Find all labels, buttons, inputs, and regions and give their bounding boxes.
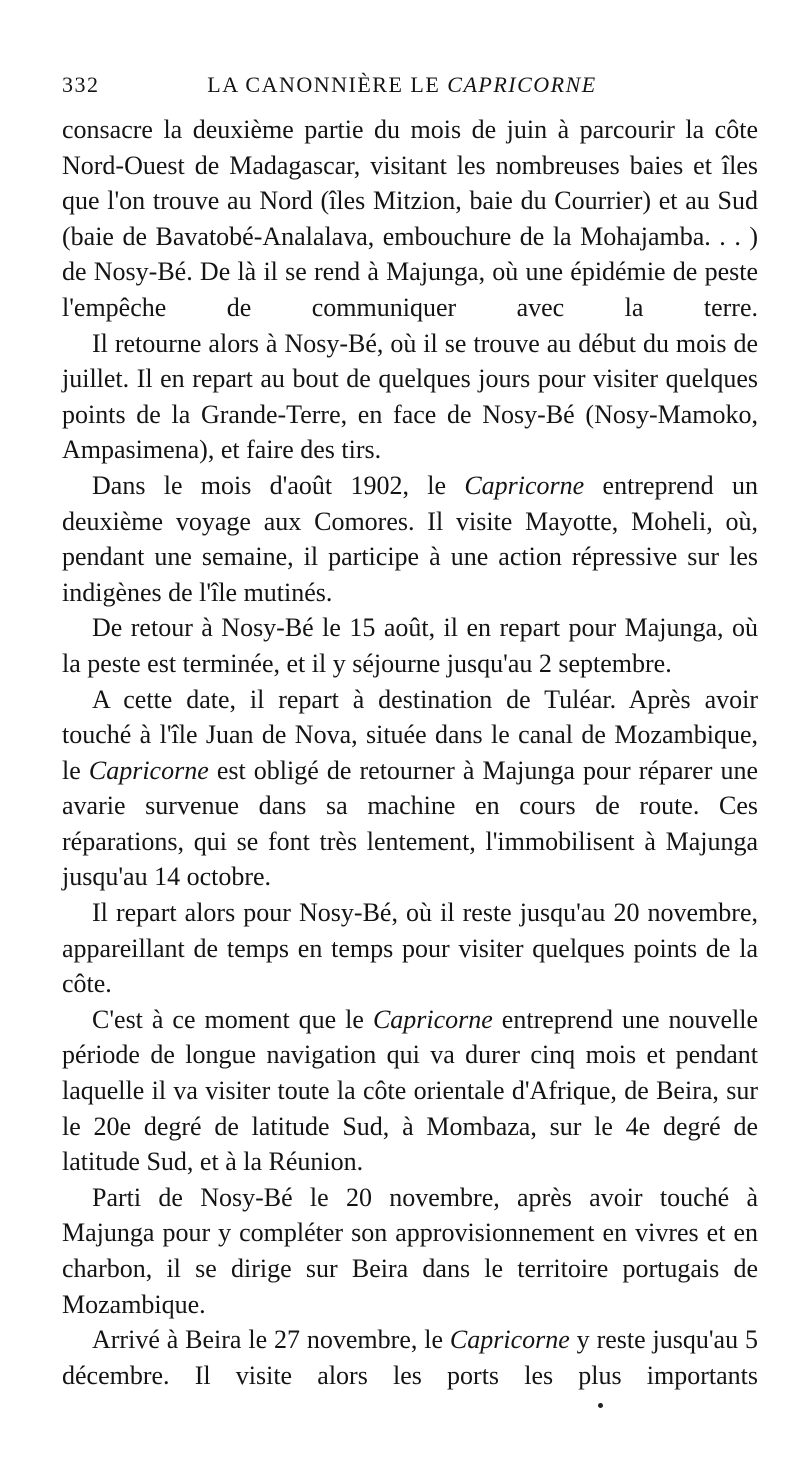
paragraph-text: entreprend une nouvelle période de longue navigation qui va durer cinq mois et pendant laquelle il va visiter toute la côte orientale d'Afrique, de Beira, sur le 20e degré de latitude Sud, à Mombaza, sur le 4e degré de latitude Sud, et à la Réunion.	[62, 1004, 758, 1177]
paragraph-text: Il retourne alors à Nosy-Bé, où il se trouve au début du mois de juillet. Il en repart au bout de quelques jours pour visiter quelques points de la Grande-Terre, en face de Nosy-Bé (Nosy-Mamoko, Ampasimena), et faire des tirs.	[62, 328, 758, 465]
paragraph-text: Il repart alors pour Nosy-Bé, où il reste jusqu'au 20 novembre, appareillant de temps en temps pour visiter quelques points de la côte.	[62, 898, 758, 999]
paragraph-text: De retour à Nosy-Bé le 15 août, il en repart pour Majunga, où la peste est terminée, et il y séjourne jusqu'au 2 septembre.	[62, 613, 758, 678]
running-head-ship-name: CAPRICORNE	[447, 72, 597, 97]
paragraph	[62, 610, 758, 681]
page-header	[62, 72, 742, 106]
paragraph	[62, 895, 758, 1002]
ship-name-italic: Capricorne	[449, 1325, 570, 1355]
paragraph	[62, 1322, 758, 1393]
ship-name-italic: Capricorne	[88, 755, 209, 785]
running-head-title: LA CANONNIÈRE LE	[207, 72, 448, 97]
body-text	[62, 112, 758, 1393]
paragraph-text: consacre la deuxième partie du mois de juin à parcourir la côte Nord-Ouest de Madagascar, visitant les nombreuses baies et îles que l'on trouve au Nord (îles Mitzion, baie du Courrier) et au Sud (baie de Bavatobé-Analalava, embouchure de la Mohajamba. . . ) de Nosy-Bé. De là il se rend à Majunga, où une épidémie de peste l'empêche de communiquer avec la terre.	[62, 115, 758, 322]
paragraph	[62, 326, 758, 468]
paragraph-text: Dans le mois d'août 1902, le	[92, 470, 465, 500]
ship-name-italic: Capricorne	[372, 1004, 493, 1034]
paragraph	[62, 112, 758, 326]
paragraph-text: A cette date, il repart à destination de Tuléar. Après avoir touché à l'île Juan de Nova, située dans le canal de Mozambique, le	[62, 684, 758, 785]
paragraph	[62, 682, 758, 896]
paragraph	[62, 1002, 758, 1180]
paragraph	[62, 468, 758, 610]
paragraph-text: Parti de Nosy-Bé le 20 novembre, après avoir touché à Majunga pour y compléter son approvisionnement en vivres et en charbon, il se dirige sur Beira dans le territoire portugais de Mozambique.	[62, 1182, 758, 1319]
paragraph-text: entreprend un deuxième voyage aux Comores. Il visite Mayotte, Moheli, où, pendant une semaine, il participe à une action répressive sur les indigènes de l'île mutinés.	[62, 470, 758, 607]
page-number: 332	[62, 72, 100, 97]
ship-name-italic: Capricorne	[464, 470, 585, 500]
paragraph-text: y reste jusqu'au 5 décembre. Il visite alors les ports les plus importants	[62, 1325, 758, 1390]
paragraph-text: Arrivé à Beira le 27 novembre, le	[92, 1325, 450, 1355]
print-speck	[598, 1403, 603, 1408]
paragraph-text: C'est à ce moment que le	[92, 1004, 373, 1034]
running-head	[62, 72, 742, 98]
paragraph	[62, 1180, 758, 1322]
paragraph-text: est obligé de retourner à Majunga pour réparer une avarie survenue dans sa machine en cours de route. Ces réparations, qui se font très lentement, l'immobilisent à Majunga jusqu'au 14 octobre.	[62, 755, 758, 892]
